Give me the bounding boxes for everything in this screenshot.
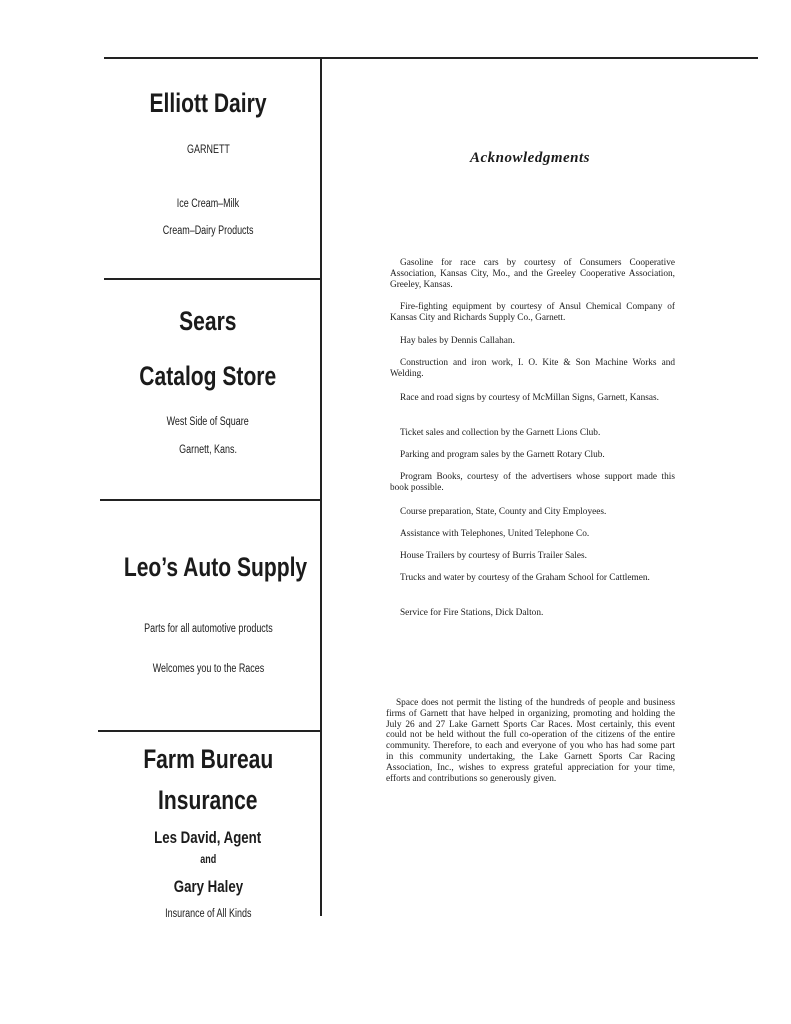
ad-elliott-dairy xyxy=(98,60,318,278)
ad-sears xyxy=(98,280,318,500)
ack-item: Parking and program sales by the Garnett Rotary Club. xyxy=(400,450,605,460)
ad-name: Leo’s Auto Supply xyxy=(123,552,308,582)
acknowledgments-title: Acknowledgments xyxy=(469,150,590,166)
ack-item: Course preparation, State, County and City Employees. xyxy=(400,507,607,517)
ack-item: Fire-fighting equipment by courtesy of Ansul Chemical Company of Kansas City and Richards Supply Co., Garnett. xyxy=(390,302,675,323)
ack-item: Trucks and water by courtesy of the Graham School for Cattlemen. xyxy=(400,573,650,583)
ad-name: Elliott Dairy xyxy=(149,88,267,118)
ad-name: Sears xyxy=(179,306,237,336)
ad-name: Insurance xyxy=(158,785,258,815)
closing-paragraph: Space does not permit the listing of the hundreds of people and business firms of Garnett that have helped in organizing, promoting and holding the July 26 and 27 Lake Garnett Sports Car Races. Most certainly, this event could not be held without the full co-operation of the citizens of the entire community. Therefore, to each and everyone of you who has had some part in this community undertaking, the Lake Garnett Sports Car Racing Association, Inc., wishes to express grateful appreciation for your time, efforts and contributions so generously given. xyxy=(386,698,675,784)
ad-line: West Side of Square xyxy=(166,416,250,428)
ad-line: Cream–Dairy Products xyxy=(162,225,254,237)
top-rule xyxy=(104,57,758,59)
ad-line: Parts for all automotive products xyxy=(143,623,273,635)
ad-line: Garnett, Kans. xyxy=(179,444,237,456)
ad-line: Ice Cream–Milk xyxy=(176,198,240,210)
ad-town: GARNETT xyxy=(186,144,230,156)
ad-and: and xyxy=(200,854,216,866)
ad-line: Welcomes you to the Races xyxy=(152,663,264,675)
ad-agent: Gary Haley xyxy=(173,877,243,896)
column-rule xyxy=(320,58,322,916)
ack-item: Assistance with Telephones, United Telephone Co. xyxy=(400,529,590,539)
ad-name: Catalog Store xyxy=(139,361,277,391)
ack-item: Race and road signs by courtesy of McMillan Signs, Garnett, Kansas. xyxy=(400,393,659,403)
ack-item: Construction and iron work, I. O. Kite & Son Machine Works and Welding. xyxy=(390,358,675,379)
ack-item: House Trailers by courtesy of Burris Trailer Sales. xyxy=(400,551,587,561)
ack-item: Program Books, courtesy of the advertisers whose support made this book possible. xyxy=(390,472,675,493)
ad-line: Insurance of All Kinds xyxy=(164,908,252,918)
ad-farm-bureau xyxy=(98,732,318,918)
ad-name: Farm Bureau xyxy=(143,744,273,774)
ad-leos-auto-supply xyxy=(98,501,318,729)
ad-agent: Les David, Agent xyxy=(154,828,262,847)
ack-item: Gasoline for race cars by courtesy of Consumers Cooperative Association, Kansas City, Mo., and the Greeley Cooperative Association, Greeley, Kansas. xyxy=(390,258,675,290)
ack-item: Ticket sales and collection by the Garnett Lions Club. xyxy=(400,428,601,438)
ack-item: Hay bales by Dennis Callahan. xyxy=(400,336,515,346)
ack-item: Service for Fire Stations, Dick Dalton. xyxy=(400,608,544,618)
